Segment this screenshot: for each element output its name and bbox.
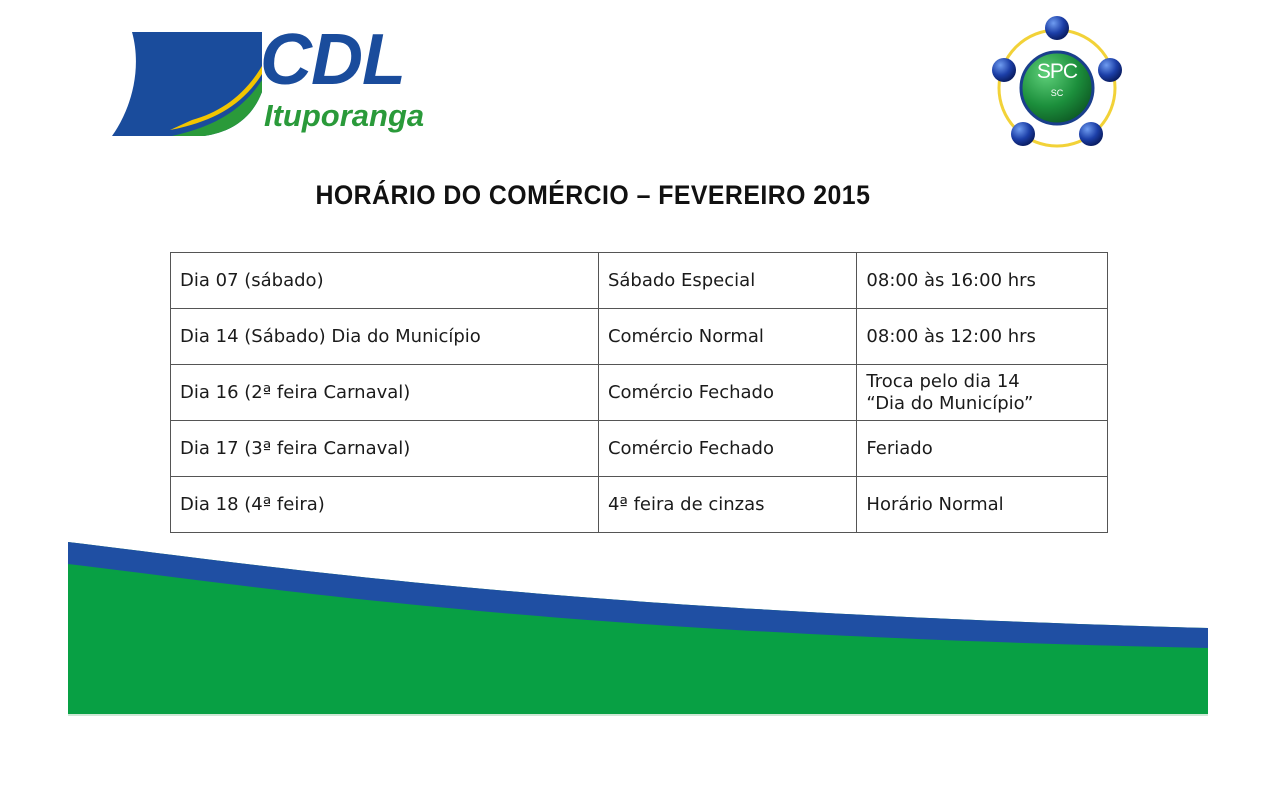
- day-cell: Dia 07 (sábado): [171, 253, 599, 309]
- hours-line: Troca pelo dia 14: [866, 370, 1020, 392]
- table-row: [171, 309, 1108, 365]
- schedule-table: [170, 252, 1108, 533]
- hours-cell: 08:00 às 12:00 hrs: [857, 309, 1108, 365]
- hours-cell: Feriado: [857, 421, 1108, 477]
- spc-brand-name: SPC: [1036, 60, 1078, 83]
- hours-line: “Dia do Município”: [866, 392, 1034, 414]
- day-cell: Dia 16 (2ª feira Carnaval): [171, 365, 599, 421]
- cdl-city-name: Ituporanga: [264, 98, 425, 133]
- spc-state-code: SC: [1050, 88, 1064, 98]
- day-cell: Dia 18 (4ª feira): [171, 477, 599, 533]
- spc-emblem-icon: [982, 10, 1132, 160]
- spc-logo: [982, 10, 1132, 160]
- table-row: [171, 421, 1108, 477]
- status-cell: Comércio Fechado: [598, 365, 856, 421]
- hours-cell: [857, 365, 1108, 421]
- table-row: [171, 253, 1108, 309]
- cdl-brand-name: CDL: [260, 20, 405, 100]
- status-cell: Sábado Especial: [598, 253, 856, 309]
- cdl-emblem-icon: [112, 28, 262, 140]
- page-title: HORÁRIO DO COMÉRCIO – FEVEREIRO 2015: [315, 180, 871, 210]
- status-cell: Comércio Fechado: [598, 421, 856, 477]
- table-row: [171, 477, 1108, 533]
- day-cell: Dia 17 (3ª feira Carnaval): [171, 421, 599, 477]
- hours-cell: 08:00 às 16:00 hrs: [857, 253, 1108, 309]
- hours-cell: Horário Normal: [857, 477, 1108, 533]
- table-row: [171, 365, 1108, 421]
- decorative-wave: [0, 530, 1280, 730]
- status-cell: Comércio Normal: [598, 309, 856, 365]
- status-cell: 4ª feira de cinzas: [598, 477, 856, 533]
- day-cell: Dia 14 (Sábado) Dia do Município: [171, 309, 599, 365]
- cdl-logo: [112, 20, 472, 140]
